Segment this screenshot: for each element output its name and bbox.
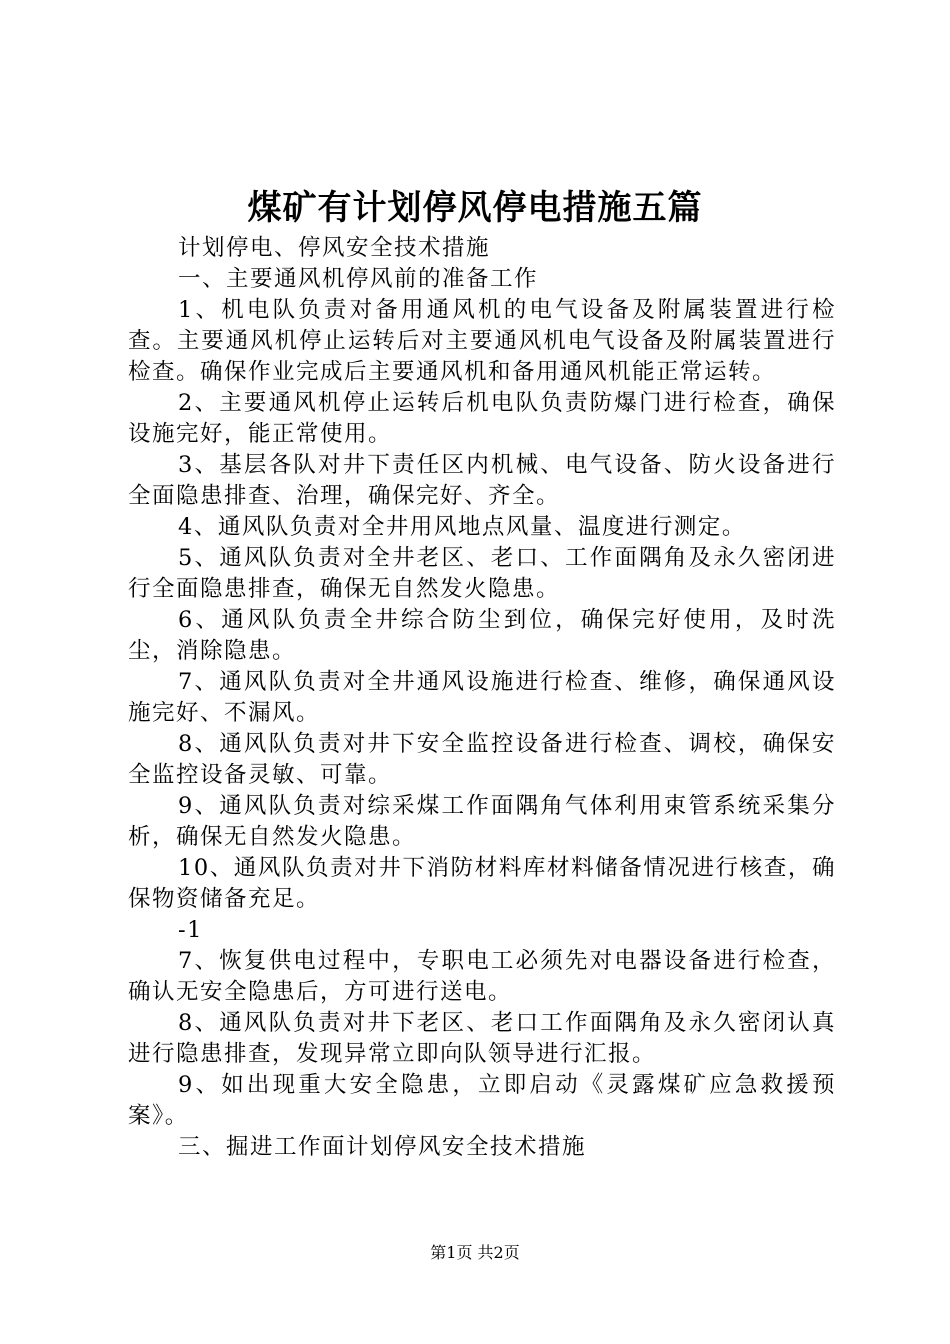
paragraph: 7、恢复供电过程中，专职电工必须先对电器设备进行检查，确认无安全隐患后，方可进行送电。 <box>128 948 836 1005</box>
paragraph: 5、通风队负责对全井老区、老口、工作面隅角及永久密闭进行全面隐患排查，确保无自然发火隐患。 <box>128 545 836 602</box>
paragraph: 9、通风队负责对综采煤工作面隅角气体利用束管系统采集分析，确保无自然发火隐患。 <box>128 793 836 850</box>
section-heading: 三、掘进工作面计划停风安全技术措施 <box>178 1134 587 1160</box>
paragraph: 4、通风队负责对全井用风地点风量、温度进行测定。 <box>178 514 746 540</box>
paragraph: 6、通风队负责全井综合防尘到位，确保完好使用，及时洗尘，消除隐患。 <box>128 607 836 664</box>
paragraph: 8、通风队负责对井下老区、老口工作面隅角及永久密闭认真进行隐患排查，发现异常立即向队领导进行汇报。 <box>128 1010 836 1067</box>
page-marker: -1 <box>178 917 203 943</box>
paragraph: 9、如出现重大安全隐患，立即启动《灵露煤矿应急救援预案》。 <box>128 1072 836 1129</box>
paragraph: 2、主要通风机停止运转后机电队负责防爆门进行检查，确保设施完好，能正常使用。 <box>128 390 836 447</box>
document-body <box>128 233 836 1163</box>
paragraph-subtitle: 计划停电、停风安全技术措施 <box>178 235 491 261</box>
paragraph: 1、机电队负责对备用通风机的电气设备及附属装置进行检查。主要通风机停止运转后对主要通风机电气设备及附属装置进行检查。确保作业完成后主要通风机和备用通风机能正常运转。 <box>128 297 836 385</box>
section-heading: 一、主要通风机停风前的准备工作 <box>178 266 539 292</box>
document-title: 煤矿有计划停风停电措施五篇 <box>247 188 703 228</box>
paragraph: 8、通风队负责对井下安全监控设备进行检查、调校，确保安全监控设备灵敏、可靠。 <box>128 731 836 788</box>
page-footer: 第1页 共2页 <box>430 1243 520 1262</box>
paragraph: 3、基层各队对井下责任区内机械、电气设备、防火设备进行全面隐患排查、治理，确保完好、齐全。 <box>128 452 836 509</box>
paragraph: 7、通风队负责对全井通风设施进行检查、维修，确保通风设施完好、不漏风。 <box>128 669 836 726</box>
paragraph: 10、通风队负责对井下消防材料库材料储备情况进行核查，确保物资储备充足。 <box>128 855 836 912</box>
